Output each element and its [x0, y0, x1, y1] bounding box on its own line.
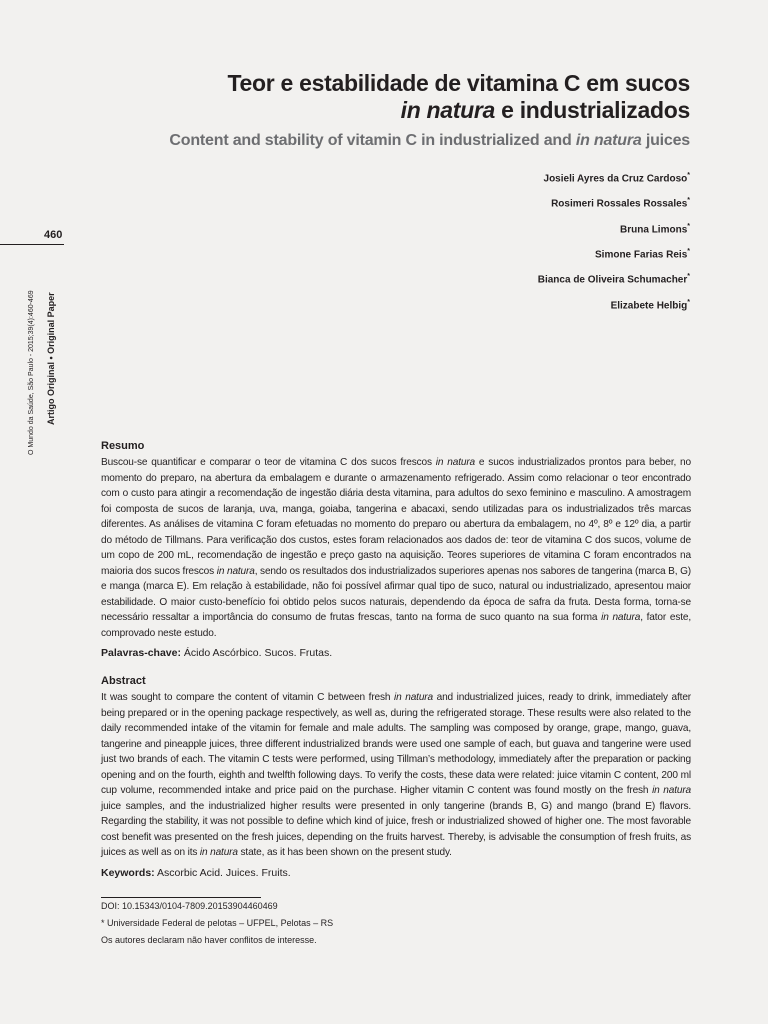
title-english [169, 132, 690, 150]
resumo-italic-term: in natura [435, 457, 475, 468]
author-name: Simone Farias Reis [595, 249, 688, 261]
article-body [101, 440, 691, 949]
author [538, 292, 690, 317]
palavras-chave-label: Palavras-chave: [101, 647, 181, 659]
article-type: Artigo Original • Original Paper [46, 292, 56, 425]
title-en-italic: in natura [575, 132, 642, 149]
resumo-heading: Resumo [101, 440, 145, 452]
resumo-italic-term: in natura [216, 565, 255, 577]
page-number-rule [0, 244, 64, 245]
author-name: Josieli Ayres da Cruz Cardoso [543, 173, 688, 185]
title-en-suffix: juices [641, 132, 690, 149]
author-name: Bruna Limons [620, 223, 688, 235]
abstract-italic-term: in natura [652, 785, 691, 796]
affiliation-mark: * [687, 247, 690, 255]
author-name: Bianca de Oliveira Schumacher [537, 274, 688, 286]
author-name: Rosimeri Rossales Rossales [551, 198, 688, 210]
affiliation-mark: * [687, 298, 690, 306]
page-number: 460 [44, 229, 63, 241]
author [538, 266, 690, 291]
title-block [169, 70, 690, 150]
running-header-vertical [28, 255, 66, 455]
keywords [101, 867, 691, 879]
journal-citation: O Mundo da Saúde, São Paulo - 2015;39(4):460-469 [28, 290, 35, 455]
resumo-text-part: , sendo os resultados dos industrializados superiores apenas nos sabores de tangerina (marca B, G) e manga (marca E). Em relação à estabilidade, não foi possível afirmar qual tipo de suco, natural ou industrializado, apresentou maior estabilidade. O maior custo-benefício foi obtido pelos sucos naturais, dependendo da época de safra da fruta. Desta forma, torna-se necessário ressaltar a importância do consumo de frutas frescas, tanto na forma de suco quanto na sua forma [101, 565, 692, 623]
author-list [538, 165, 690, 317]
author [538, 165, 690, 190]
resumo-text-part: , fator este, comprovado neste estudo. [101, 612, 691, 639]
abstract-text [101, 690, 691, 861]
resumo-italic-term: in natura [601, 612, 641, 623]
author [538, 190, 690, 215]
keywords-label: Keywords: [101, 866, 155, 879]
affiliation-mark: * [687, 222, 690, 230]
author [538, 216, 690, 241]
resumo-text [101, 455, 691, 641]
author [538, 241, 690, 266]
abstract-italic-term: in natura [394, 692, 433, 703]
palavras-chave-values: Ácido Ascórbico. Sucos. Frutas. [180, 647, 333, 659]
abstract-text-part: and industrialized juices, ready to drink, immediately after being prepared or in the opening package respectively, as well as, during the refrigerated storage. These results were also related to the daily recommended intake of the vitamin for female and male adults. The sampling was composed by orange, grape, mango, guava, tangerine and pineapple juices, three different industrialized brands were used one sample of each, but guava and tangerine were used just two brands of each. The vitamin C tests were performed, using Tillman’s methodology, immediately after the preparation or packing opening and on the fourth, eighth and twelfth following days. To verify the costs, these data were related: juice vitamin C content, 200 ml cup volume, recommended intake and price paid on the purchase. Higher vitamin C content was found mostly on the fresh [101, 692, 692, 796]
title-pt-italic: in natura [400, 97, 496, 123]
affiliation-mark: * [687, 197, 690, 205]
resumo-text-part: Buscou-se quantificar e comparar o teor de vitamina C dos sucos frescos [101, 457, 436, 468]
abstract-italic-term: in natura [199, 847, 238, 858]
abstract-text-part: juice samples, and the industrialized higher results were presented in only tangerine (brands B, G) and mango (brand E) flavors. Regarding the stability, it was not possible to define which kind of juice, fresh or industrialized showed of higher one. The most favorable cost benefit was presented on the fresh juices, depending on the fruits harvest. Thereby, is advisable the consumption of fresh fruits, as juices as well as on its [101, 800, 691, 858]
resumo-text-part: e sucos industrializados prontos para beber, no momento do preparo, na abertura da embalagem e durante o armazenamento refrigerado. Assim como relacionar o teor encontrado com o custo para atingir a recomendação de ingestão diária desta vitamina, para adultos do sexo feminino e masculino. A amostragem foi composta de sucos de laranja, uva, manga, goiaba, tangerina e abacaxi, sendo utilizadas para os industrializados três marcas diferentes. As análises de vitamina C foram efetuadas no momento do preparo ou abertura da embalagem, no 4º, 8º e 12º dia, a partir do método de Tillmans. Para verificação dos custos, estes foram relacionados aos dados de: teor de vitamina C dos sucos, volume de um copo de 200 mL, recomendação de ingestão e preço gasto na aquisição. Teores superiores de vitamina C foram encontrados na maioria dos sucos frescos [101, 457, 691, 577]
affiliation-note: * Universidade Federal de pelotas – UFPEL, Pelotas – RS [101, 917, 334, 928]
title-portuguese [169, 70, 690, 124]
abstract-text-part: It was sought to compare the content of vitamin C between fresh [101, 692, 395, 703]
title-pt-line2: e industrializados [495, 97, 690, 123]
author-name: Elizabete Helbig [610, 299, 688, 311]
doi[interactable]: DOI: 10.15343/0104-7809.20153904460469 [101, 900, 278, 911]
affiliation-mark: * [687, 172, 690, 179]
abstract-text-part: state, as it has been shown on the present study. [237, 847, 452, 858]
title-pt-line1: Teor e estabilidade de vitamina C em sucos [227, 70, 690, 96]
palavras-chave [101, 647, 691, 659]
keywords-values: Ascorbic Acid. Juices. Fruits. [154, 866, 291, 879]
affiliation-mark: * [687, 273, 690, 281]
abstract-heading: Abstract [101, 675, 146, 687]
conflict-of-interest-note: Os autores declaram não haver conflitos de interesse. [101, 934, 317, 945]
title-en-prefix: Content and stability of vitamin C in industrialized and [169, 132, 576, 149]
